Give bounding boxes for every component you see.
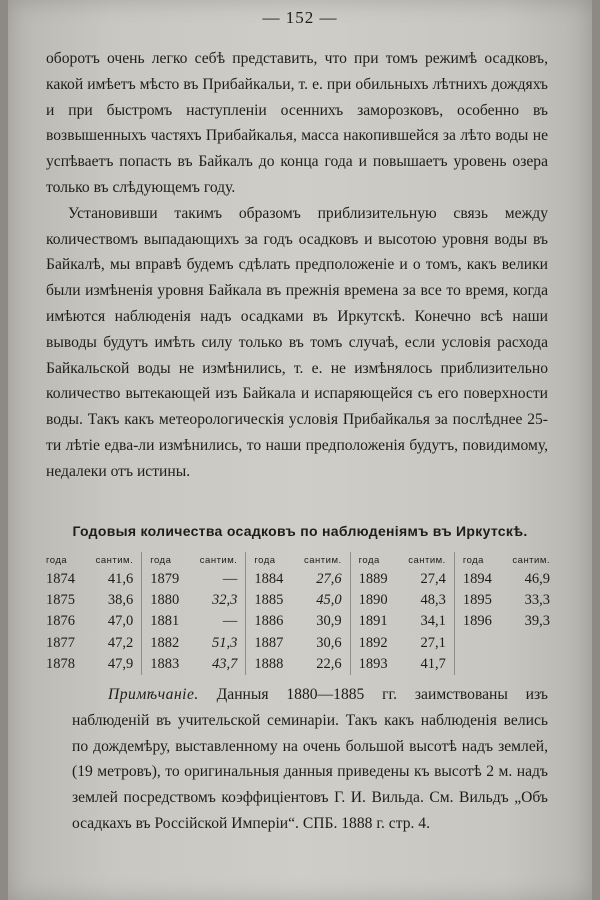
table-row: [459, 590, 554, 611]
table-row: [250, 590, 345, 611]
table-header: [355, 552, 450, 569]
table-row: [42, 569, 137, 590]
header-year: года: [254, 555, 276, 566]
row-year: 1895: [462, 592, 492, 609]
row-value: 38,6: [107, 592, 134, 609]
row-value: 47,0: [107, 613, 134, 630]
table-header: [146, 552, 241, 569]
note-label: Примѣчаніе.: [108, 686, 199, 703]
row-value: 47,2: [107, 634, 134, 651]
precipitation-table: [38, 552, 558, 675]
row-value: 30,6: [316, 634, 342, 651]
table-row: [250, 569, 345, 590]
row-value: 46,9: [524, 571, 551, 587]
table-row: [42, 633, 137, 654]
row-value: 22,6: [316, 655, 342, 672]
page-number: — 152 —: [262, 8, 338, 27]
row-year: 1884: [254, 571, 284, 587]
header-value: сантим.: [408, 555, 446, 566]
table-column-group: [245, 552, 349, 675]
table-row: [146, 611, 241, 632]
table-title: Годовыя количества осадковъ по наблюденіямъ въ Иркутскѣ.: [72, 523, 528, 539]
footnote: [72, 682, 548, 837]
row-year: 1881: [150, 613, 180, 630]
header-value: сантим.: [512, 555, 551, 566]
table-column-group: [38, 552, 141, 675]
row-year: 1874: [46, 571, 75, 587]
table-header: [250, 552, 345, 569]
table-row: [42, 611, 137, 632]
row-value: 27,1: [420, 634, 446, 651]
row-year: 1877: [46, 634, 75, 651]
table-row: [459, 569, 554, 590]
header-year: года: [46, 555, 68, 566]
row-value: 48,3: [420, 592, 446, 609]
row-value: 30,9: [316, 613, 342, 630]
row-value: —: [222, 571, 238, 587]
table-row: [250, 633, 345, 654]
body-text: [46, 46, 548, 485]
table-column-group: [454, 552, 558, 675]
table-column-group: [141, 552, 245, 675]
row-year: 1892: [358, 634, 388, 651]
table-header: [42, 552, 137, 569]
row-year: 1882: [150, 634, 180, 651]
table-row: [146, 654, 241, 675]
header-value: сантим.: [304, 555, 342, 566]
row-value: 51,3: [212, 634, 238, 651]
row-value: 34,1: [420, 613, 446, 630]
header-value: сантим.: [199, 555, 238, 566]
row-value: 41,7: [420, 655, 446, 672]
row-value: 32,3: [212, 592, 238, 609]
table-row: [250, 611, 345, 632]
header-year: года: [150, 555, 172, 566]
table-row: [250, 654, 345, 675]
row-value: —: [222, 613, 238, 630]
row-year: 1896: [462, 613, 492, 630]
row-value: 27,6: [316, 571, 342, 587]
table-row: [42, 590, 137, 611]
row-year: 1891: [358, 613, 388, 630]
row-year: 1879: [150, 571, 180, 587]
row-value: 45,0: [316, 592, 342, 609]
table-row: [355, 611, 450, 632]
row-year: 1888: [254, 655, 284, 672]
row-year: 1875: [46, 592, 75, 609]
table-column-group: [350, 552, 454, 675]
row-value: 43,7: [212, 655, 238, 672]
table-row: [146, 569, 241, 590]
header-year: года: [462, 555, 484, 566]
row-year: 1889: [358, 571, 388, 587]
header-value: сантим.: [95, 555, 134, 566]
row-value: 33,3: [524, 592, 551, 609]
row-year: 1886: [254, 613, 284, 630]
row-year: 1887: [254, 634, 284, 651]
header-year: года: [358, 555, 380, 566]
row-year: 1883: [150, 655, 180, 672]
table-row: [146, 590, 241, 611]
table-row: [355, 569, 450, 590]
table-row: [146, 633, 241, 654]
row-value: 47,9: [107, 655, 134, 672]
row-year: 1880: [150, 592, 180, 609]
row-year: 1885: [254, 592, 284, 609]
row-year: 1894: [462, 571, 492, 587]
table-header: [459, 552, 554, 569]
note-text: Данныя 1880—1885 гг. заимствованы изъ наблюденій въ учительской семинаріи. Такъ какъ наблюденія велись по дождемѣру, выставленному на очень большой высотѣ надъ землей, (19 метровъ), то оригинальныя данныя приведены къ высотѣ 2 м. надъ землей посредствомъ коэффиціентовъ Г. И. Вильда. См. Вильдъ „Объ осадкахъ въ Россійской Имперіи“. СПБ. 1888 г. стр. 4.: [72, 686, 548, 832]
table-row: [42, 654, 137, 675]
table-row: [355, 633, 450, 654]
row-value: 27,4: [420, 571, 446, 587]
row-year: 1893: [358, 655, 388, 672]
paragraph-main: Установивши такимъ образомъ приблизительную связь между количествомъ выпадающихъ за годъ осадковъ и высотою уровня воды въ Байкалѣ, мы вправѣ будемъ сдѣлать предположеніе и о томъ, какъ велики были измѣненія уровня Байкала въ прежнія времена за все то время, когда имѣются наблюденія надъ осадками въ Иркутскѣ. Конечно всѣ наши выводы будутъ имѣть силу только въ томъ случаѣ, если условія расхода Байкальской воды не измѣнились, т. е. не измѣнялось приблизительно количество вытекающей изъ Байкала и испаряющейся съ его поверхности воды. Такъ какъ метеорологическія условія Прибайкалья за послѣднее 25-ти лѣтіе едва-ли измѣнились, то наши предположенія будутъ, повидимому, недалеки отъ истины.: [46, 204, 548, 480]
row-value: 41,6: [107, 571, 134, 587]
table-row: [355, 590, 450, 611]
table-row: [355, 654, 450, 675]
row-value: 39,3: [524, 613, 551, 630]
table-row: [459, 611, 554, 632]
paragraph-continuation: оборотъ очень легко себѣ представить, что при томъ режимѣ осадковъ, какой имѣетъ мѣсто въ Прибайкальи, т. е. при обильныхъ лѣтнихъ дождяхъ и при быстромъ наступленіи осеннихъ заморозковъ, особенно въ возвышенныхъ частяхъ Прибайкалья, масса накопившейся за лѣто воды не успѣваетъ попасть въ Байкалъ до конца года и повышаетъ уровень озера только въ слѣдующемъ году.: [46, 50, 548, 196]
row-year: 1878: [46, 655, 75, 672]
row-year: 1890: [358, 592, 388, 609]
book-page: [8, 0, 592, 900]
row-year: 1876: [46, 613, 75, 630]
